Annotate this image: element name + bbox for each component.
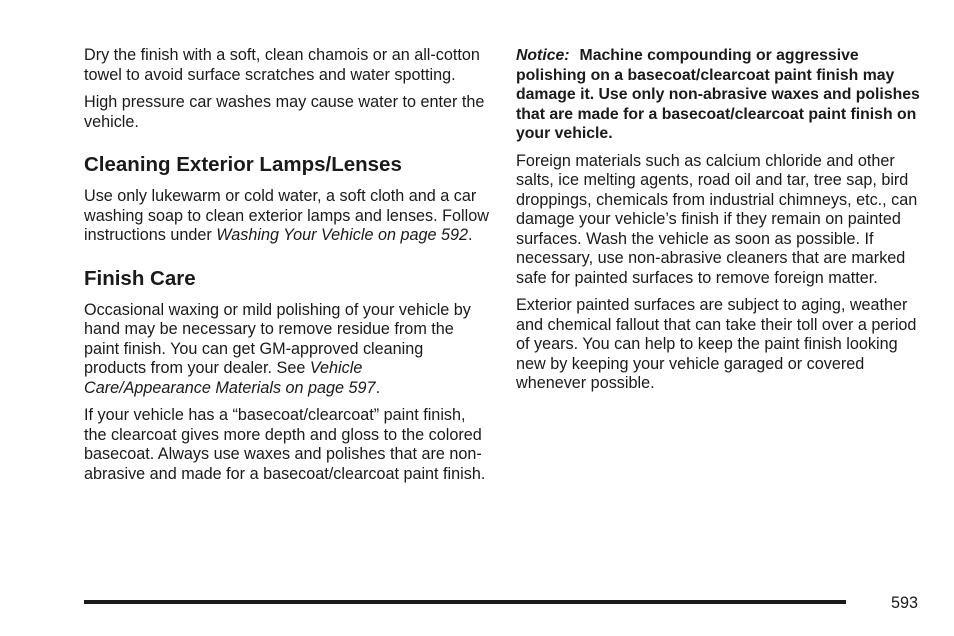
notice-block [516, 46, 921, 144]
lamps-period: . [467, 226, 473, 244]
pressure-wash-paragraph: High pressure car washes may cause water to enter the vehicle. [84, 93, 485, 131]
lamps-text: Use only lukewarm or cold water, a soft cloth and a car washing soap to clean exterior lamps and lenses. Follow instructions under [84, 187, 489, 244]
lamps-reference-link[interactable]: Washing Your Vehicle on page 592 [216, 226, 468, 244]
waxing-period: . [375, 378, 381, 397]
footer-rule [84, 600, 846, 604]
page-number: 593 [890, 594, 918, 612]
foreign-materials-paragraph: Foreign materials such as calcium chloride and other salts, ice melting agents, road oil and tar, tree sap, bird droppings, chemicals from industrial chimneys, etc., can damage your vehicle’s finish if they remain on painted surfaces. Wash the vehicle as soon as possible. If necessary, use non-abrasive cleaners that are marked safe for painted surfaces to remove foreign matter. [516, 151, 918, 287]
exterior-surfaces-paragraph: Exterior painted surfaces are subject to aging, weather and chemical fallout that can take their toll over a period of years. You can help to keep the paint finish looking new by keeping your vehicle garaged or covered whenever possible. [516, 296, 917, 392]
waxing-text: Occasional waxing or mild polishing of your vehicle by hand may be necessary to remove residue from the paint finish. You can get GM-approved cleaning products from your dealer. See [84, 300, 471, 377]
notice-label: Notice: [516, 47, 570, 64]
lamps-paragraph [84, 187, 489, 246]
basecoat-paragraph: If your vehicle has a “basecoat/clearcoat” paint finish, the clearcoat gives more depth and gloss to the colored basecoat. Always use waxes and polishes that are non-abrasive and made for a basecoat/clearcoat paint finish. [84, 406, 486, 483]
lamps-heading: Cleaning Exterior Lamps/Lenses [84, 153, 402, 176]
drying-paragraph: Dry the finish with a soft, clean chamois or an all-cotton towel to avoid surface scratches and water spotting. [84, 46, 480, 84]
notice-text: Machine compounding or aggressive polishing on a basecoat/clearcoat paint finish may damage it. Use only non-abrasive waxes and polishes that are made for a basecoat/clearcoat paint finish on your vehicle. [516, 47, 920, 142]
materials-reference-link[interactable]: Vehicle Care/Appearance Materials on page 597 [84, 359, 376, 397]
finish-care-heading: Finish Care [84, 266, 196, 290]
left-column [84, 46, 489, 484]
waxing-paragraph [84, 301, 489, 399]
right-column [516, 46, 921, 394]
